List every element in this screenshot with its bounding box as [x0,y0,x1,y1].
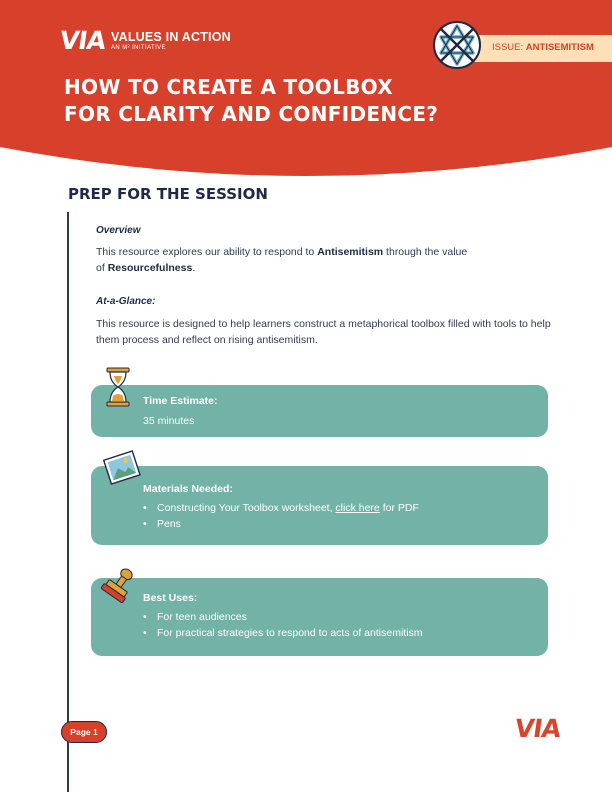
section-divider-line [67,212,69,792]
best-uses-list [143,609,423,641]
materials-item-pens: • Pens [143,516,419,532]
overview-bold-antisemitism: Antisemitism [317,246,384,258]
via-logo-mark: VIA [57,26,108,55]
materials-item-worksheet [143,500,419,516]
glance-heading: At-a-Glance: [96,296,156,307]
star-of-david-icon [432,20,482,70]
best-uses-item-strategies: • For practical strategies to respond to acts of antisemitism [143,625,423,641]
time-estimate-title: Time Estimate: [143,395,218,407]
worksheet-suffix: for PDF [379,502,419,514]
brand-logo [57,26,231,55]
picture-icon [102,450,142,486]
time-estimate-card [91,385,548,437]
hourglass-icon [104,367,132,407]
time-estimate-value: 35 minutes [143,415,195,427]
overview-bold-resourcefulness: Resourcefulness [107,262,193,274]
brand-name: VALUES IN ACTION [111,29,231,44]
overview-text [96,244,566,276]
materials-needed-title: Materials Needed: [143,483,233,495]
overview-heading: Overview [96,225,141,236]
issue-label [492,42,594,53]
issue-label-prefix: ISSUE: [492,42,524,53]
overview-text-end: . [192,262,196,274]
glance-text: This resource is designed to help learners construct a metaphorical toolbox filled with tools to help them process and reflect on rising antisemitism. [96,318,551,346]
best-uses-card [91,578,548,656]
section-heading: PREP FOR THE SESSION [68,185,268,203]
worksheet-pdf-link[interactable]: click here [335,502,380,514]
page-number-badge: Page 1 [61,721,107,743]
best-uses-title: Best Uses: [143,592,198,604]
title-line-1: HOW TO CREATE A TOOLBOX [64,75,393,99]
brand-subtitle: AN M² INITIATIVE [111,44,166,51]
best-uses-item-teen: • For teen audiences [143,609,423,625]
overview-text-start: This resource explores our ability to respond to [96,246,318,258]
brand-text [111,30,231,52]
materials-needed-card [91,466,548,545]
issue-value: ANTISEMITISM [525,42,594,53]
overview-text-mid: through the value [383,246,468,258]
title-line-2: FOR CLARITY AND CONFIDENCE? [64,102,439,126]
materials-list [143,500,419,532]
page-title [64,74,438,128]
stamp-icon [100,566,138,604]
footer-via-logo: VIA [512,714,563,743]
overview-text-of: of [96,262,108,274]
worksheet-text: Constructing Your Toolbox worksheet, [157,502,336,514]
